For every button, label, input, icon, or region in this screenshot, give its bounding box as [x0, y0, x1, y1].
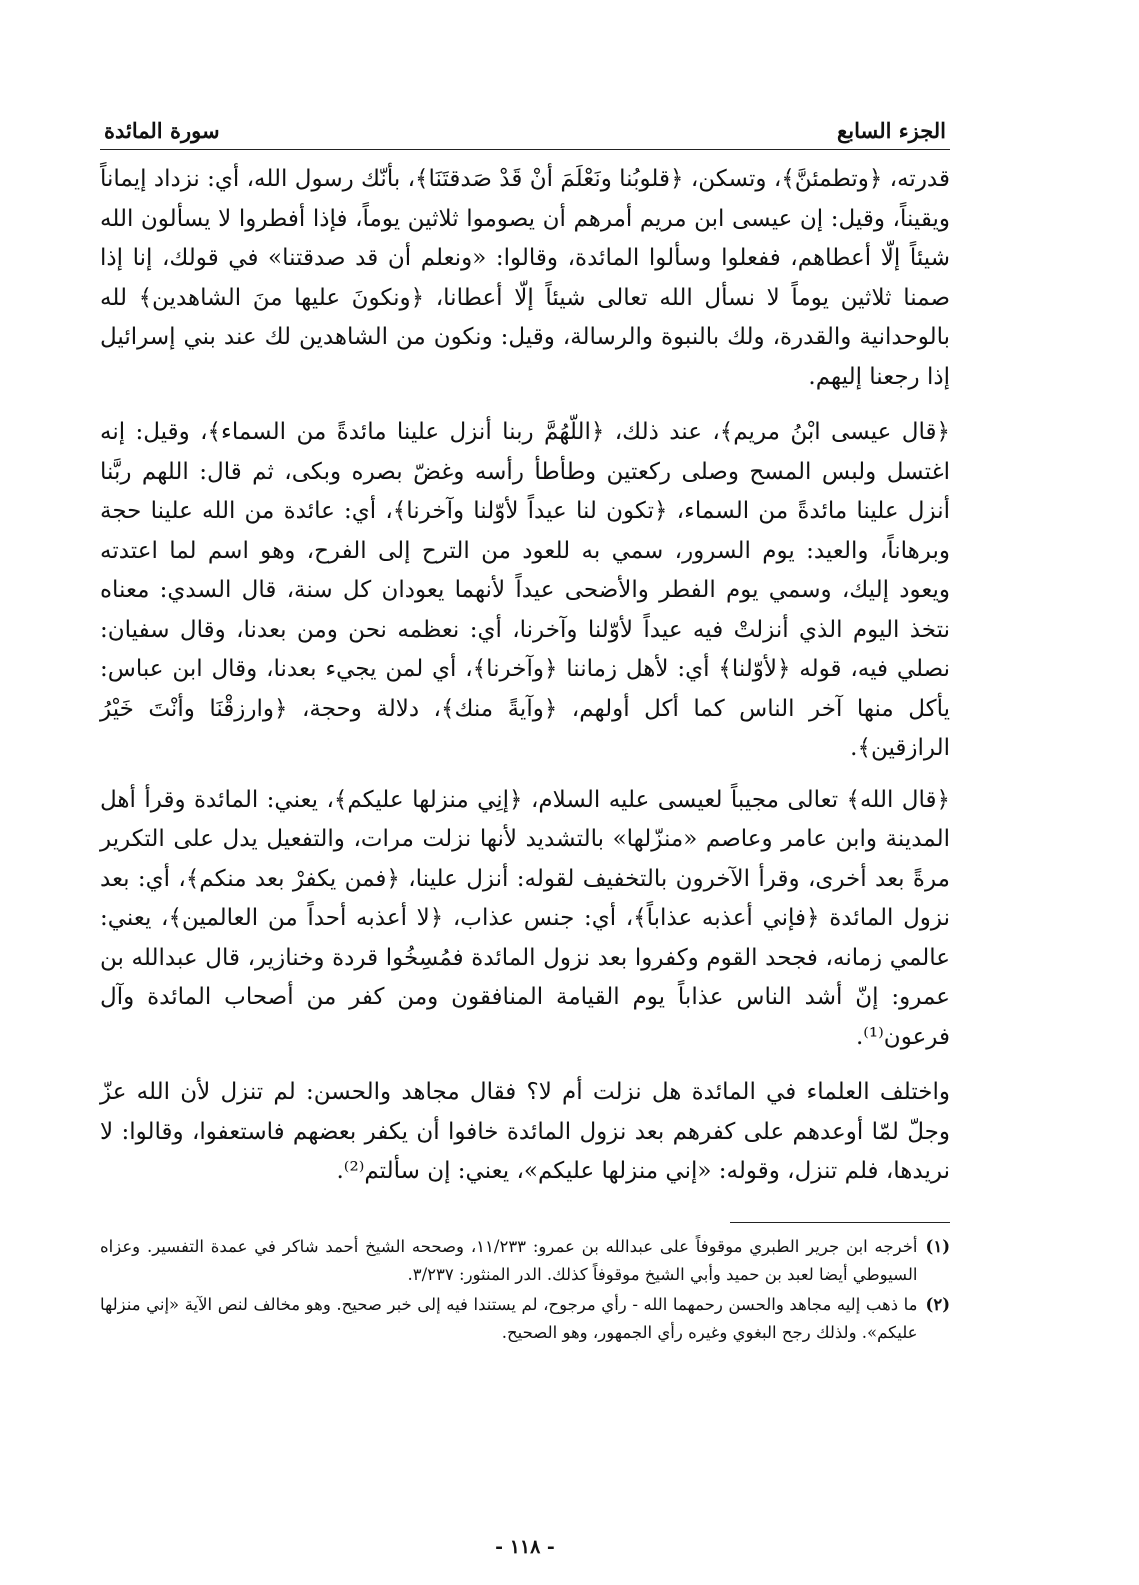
footnotes [100, 1233, 950, 1347]
paragraph-2: ﴿قال عيسى ابْنُ مريم﴾، عند ذلك، ﴿اللّهُمَّ ربنا أنزل علينا مائدةً من السماء﴾، وقيل: إنه اغتسل ولبس المسح وصلى ركعتين وطأطأ رأسه وغضّ بصره وبكى، ثم قال: اللهم ربَّنا أنزل علينا مائدةً من السماء، ﴿تكون لنا عيداً لأوّلنا وآخرنا﴾، أي: عائدة من الله علينا حجة وبرهاناً، والعيد: يوم السرور، سمي به للعود من الترح إلى الفرح، وهو اسم لما اعتدته ويعود إليك، وسمي يوم الفطر والأضحى عيداً لأنهما يعودان كل سنة، قال السدي: معناه نتخذ اليوم الذي أنزلتْ فيه عيداً لأوّلنا وآخرنا، أي: نعظمه نحن ومن بعدنا، وقال سفيان: نصلي فيه، قوله ﴿لأوّلنا﴾ أي: لأهل زماننا ﴿وآخرنا﴾، أي لمن يجيء بعدنا، وقال ابن عباس: يأكل منها آخر الناس كما أكل أولهم، ﴿وآيةً منك﴾، دلالة وحجة، ﴿وارزقْنَا وأنْتَ خَيْرُ الرازقين﴾. [100, 419, 950, 761]
header-part-title: الجزء السابع [837, 118, 946, 143]
footnote-separator [730, 1222, 950, 1223]
footnote-text: أخرجه ابن جرير الطبري موقوفاً على عبدالله بن عمرو: ١١/٢٣٣، وصححه الشيخ أحمد شاكر في عمدة التفسير. وعزاه السيوطي أيضا لعبد بن حميد وأبي الشيخ موقوفاً كذلك. الدر المنثور: ٣/٢٣٧. [100, 1236, 918, 1284]
header-surah-title: سورة المائدة [104, 118, 220, 143]
footnote-number: (٢) [925, 1294, 950, 1314]
book-page [100, 118, 950, 1558]
footnote-number: (١) [925, 1236, 950, 1256]
running-header [100, 118, 950, 150]
footnote [100, 1233, 950, 1289]
footnote [100, 1291, 950, 1347]
footnote-text: ما ذهب إليه مجاهد والحسن رحمهما الله - رأي مرجوح، لم يستندا فيه إلى خبر صحيح. وهو مخالف لنص الآية «إني منزلها عليكم». ولذلك رجح البغوي وغيره رأي الجمهور، وهو الصحيح. [100, 1294, 918, 1342]
page-number: - ١١٨ - [495, 1536, 555, 1558]
paragraph-1: قدرته، ﴿وتطمئنَّ﴾، وتسكن، ﴿قلوبُنا ونَعْلَمَ أنْ قَدْ صَدقتَنَا﴾، بأنّك رسول الله، أي: نزداد إيماناً ويقيناً، وقيل: إن عيسى ابن مريم أمرهم أن يصوموا ثلاثين يوماً، فإذا أفطروا لا يسألون الله شيئاً إلّا أعطاهم، ففعلوا وسألوا المائدة، وقالوا: «ونعلم أن قد صدقتنا» في قولك، إنا إذا صمنا ثلاثين يوماً لا نسأل الله تعالى شيئاً إلّا أعطانا، ﴿ونكونَ عليها منَ الشاهدين﴾ لله بالوحدانية والقدرة، ولك بالنبوة والرسالة، وقيل: ونكون من الشاهدين لك عند بني إسرائيل إذا رجعنا إليهم. [100, 166, 950, 390]
paragraph-4: واختلف العلماء في المائدة هل نزلت أم لا؟ فقال مجاهد والحسن: لم تنزل لأن الله عزّ وجلّ لمّا أوعدهم على كفرهم بعد نزول المائدة خافوا أن يكفر بعضهم فاستعفوا، وقالوا: لا نريدها، فلم تنزل، وقوله: «إني منزلها عليكم»، يعني: إن سألتم⁽²⁾. [100, 1079, 950, 1184]
paragraph-3: ﴿قال الله﴾ تعالى مجيباً لعيسى عليه السلام، ﴿إنِي منزلها عليكم﴾، يعني: المائدة وقرأ أهل المدينة وابن عامر وعاصم «منزّلها» بالتشديد لأنها نزلت مرات، والتفعيل يدل على التكرير مرةً بعد أخرى، وقرأ الآخرون بالتخفيف لقوله: أنزل علينا، ﴿فمن يكفرْ بعد منكم﴾، أي: بعد نزول المائدة ﴿فإني أعذبه عذاباً﴾، أي: جنس عذاب، ﴿لا أعذبه أحداً من العالمين﴾، يعني: عالمي زمانه، فجحد القوم وكفروا بعد نزول المائدة فمُسِخُوا قردة وخنازير، قال عبدالله بن عمرو: إنّ أشد الناس عذاباً يوم القيامة المنافقون ومن كفر من أصحاب المائدة وآل فرعون⁽¹⁾. [100, 786, 950, 1050]
